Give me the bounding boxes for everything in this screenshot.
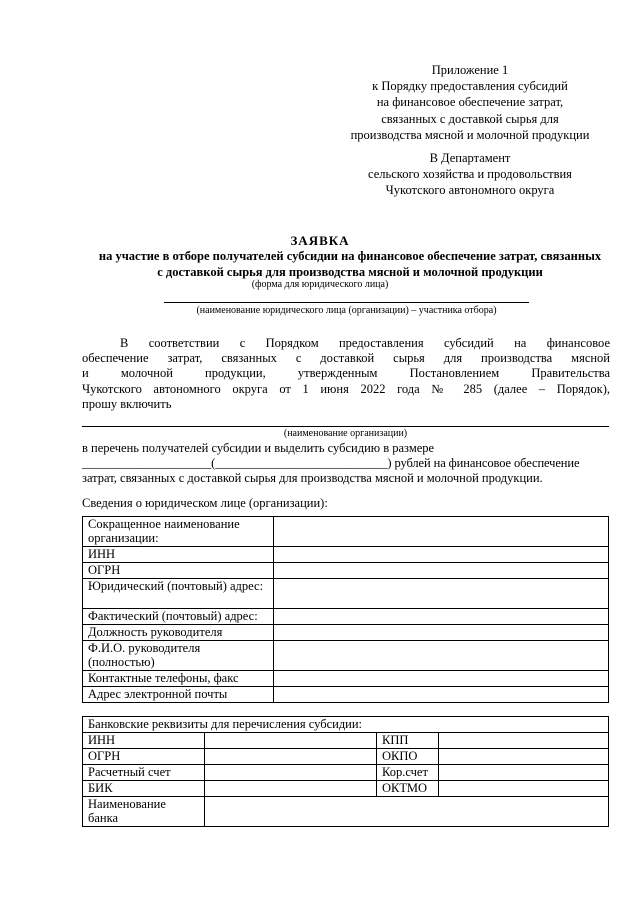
field-label: ОГРН <box>83 749 205 765</box>
bank-details-table <box>82 716 609 827</box>
field-label: Фактический (почтовый) адрес: <box>83 609 274 625</box>
field-value[interactable] <box>439 733 609 749</box>
paragraph-line: затрат, связанных с доставкой сырья для производства мясной и молочной продукции. <box>82 471 543 486</box>
table-row <box>83 687 609 703</box>
field-label: ОКПО <box>377 749 439 765</box>
table-row <box>83 749 609 765</box>
subsidy-amount-line[interactable]: _____________________(____________________________) рублей на финансовое обеспечение <box>82 456 580 471</box>
organization-caption: (наименование организации) <box>283 428 408 439</box>
table-row <box>83 765 609 781</box>
field-label: ИНН <box>83 733 205 749</box>
field-label: ОГРН <box>83 563 274 579</box>
appendix-block <box>330 62 610 143</box>
field-value[interactable] <box>439 781 609 797</box>
appendix-line: связанных с доставкой сырья для <box>381 111 559 126</box>
field-value[interactable] <box>274 609 609 625</box>
field-value[interactable] <box>274 641 609 671</box>
field-value[interactable] <box>205 765 377 781</box>
addressee-line: сельского хозяйства и продовольствия <box>368 167 572 182</box>
field-label: Адрес электронной почты <box>83 687 274 703</box>
paragraph-line: в перечень получателей субсидии и выделить субсидию в размере <box>82 441 435 455</box>
field-value[interactable] <box>274 579 609 609</box>
appendix-line: к Порядку предоставления субсидий <box>372 79 568 94</box>
info-heading: Сведения о юридическом лице (организации): <box>82 496 328 510</box>
document-title: ЗАЯВКА <box>290 233 350 248</box>
field-value[interactable] <box>274 687 609 703</box>
field-value[interactable] <box>274 547 609 563</box>
field-label: Юридический (почтовый) адрес: <box>83 579 274 609</box>
field-label: Кор.счет <box>377 765 439 781</box>
bank-heading: Банковские реквизиты для перечисления субсидии: <box>83 717 609 733</box>
paragraph-line: Чукотского автономного округа от 1 июня 2022 года № 285 (далее – Порядок), <box>82 381 610 396</box>
participant-name-line[interactable] <box>164 302 529 303</box>
appendix-line: производства мясной и молочной продукции <box>350 127 590 142</box>
table-row <box>83 717 609 733</box>
field-label: ИНН <box>83 547 274 563</box>
field-label: Контактные телефоны, факс <box>83 671 274 687</box>
table-row <box>83 625 609 641</box>
field-value[interactable] <box>274 517 609 547</box>
field-value[interactable] <box>205 733 377 749</box>
table-row <box>83 797 609 827</box>
field-label: Расчетный счет <box>83 765 205 781</box>
field-label: Наименование банка <box>83 797 205 827</box>
table-row <box>83 517 609 547</box>
appendix-line: Приложение 1 <box>431 63 509 77</box>
paragraph-line: В соответствии с Порядком предоставления субсидий на финансовое <box>120 336 610 350</box>
paragraph-line: прошу включить <box>82 396 172 411</box>
table-row <box>83 641 609 671</box>
table-row <box>83 781 609 797</box>
field-value[interactable] <box>439 749 609 765</box>
field-value[interactable] <box>439 765 609 781</box>
field-label: Должность руководителя <box>83 625 274 641</box>
field-label: БИК <box>83 781 205 797</box>
table-row <box>83 733 609 749</box>
subtitle-line: с доставкой сырья для производства мясной и молочной продукции <box>157 264 543 279</box>
field-value[interactable] <box>274 671 609 687</box>
table-row <box>83 671 609 687</box>
request-paragraph <box>82 336 610 412</box>
addressee-line: В Департамент <box>429 151 511 165</box>
table-row <box>83 609 609 625</box>
field-value[interactable] <box>205 749 377 765</box>
addressee-line: Чукотского автономного округа <box>385 183 555 198</box>
form-note: (форма для юридического лица) <box>251 279 389 290</box>
field-value[interactable] <box>205 781 377 797</box>
subtitle-line: на участие в отборе получателей субсидии на финансовое обеспечение затрат, связанных <box>98 249 602 263</box>
paragraph-line: и молочной продукции, утвержденным Постановлением Правительства <box>82 366 610 381</box>
field-value[interactable] <box>274 563 609 579</box>
participant-caption: (наименование юридического лица (организации) – участника отбора) <box>196 305 497 316</box>
field-value[interactable] <box>274 625 609 641</box>
subsidy-paragraph <box>82 441 610 487</box>
table-row <box>83 579 609 609</box>
table-row <box>83 563 609 579</box>
organization-name-line[interactable] <box>82 426 609 427</box>
field-value[interactable] <box>205 797 609 827</box>
field-label: Ф.И.О. руководителя (полностью) <box>83 641 274 671</box>
field-label: Сокращенное наименование организации: <box>83 517 274 547</box>
field-label: ОКТМО <box>377 781 439 797</box>
paragraph-line: обеспечение затрат, связанных с доставкой сырья для производства мясной <box>82 351 610 366</box>
addressee-block <box>330 150 610 199</box>
organization-info-table <box>82 516 609 703</box>
table-row <box>83 547 609 563</box>
field-label: КПП <box>377 733 439 749</box>
document-subtitle <box>80 249 620 280</box>
appendix-line: на финансовое обеспечение затрат, <box>376 95 564 110</box>
